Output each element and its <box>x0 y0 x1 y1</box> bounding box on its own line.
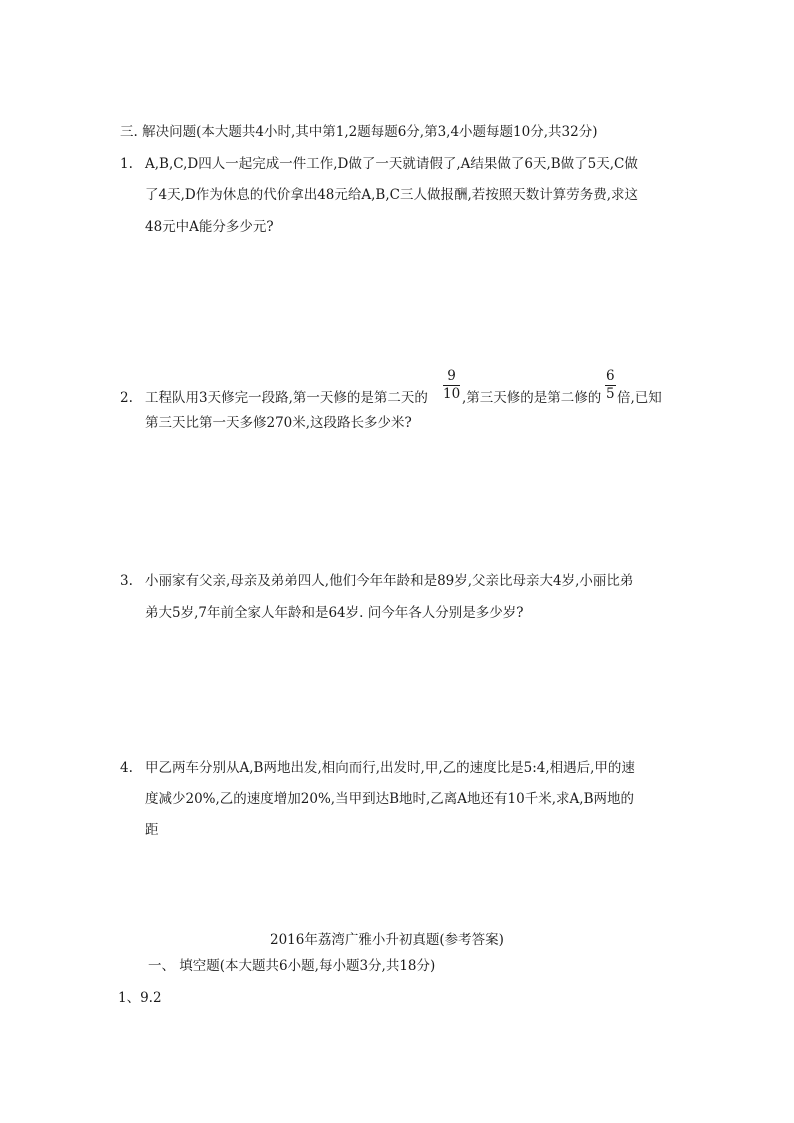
fraction-numerator: 9 <box>443 368 460 386</box>
fraction-denominator: 10 <box>443 386 461 402</box>
question-text-line: 距 <box>145 822 159 838</box>
question-number: 1. <box>120 156 133 172</box>
question-text-line: 倍,已知 <box>617 390 662 406</box>
question-text-line: 甲乙两车分别从A,B两地出发,相向而行,出发时,甲,乙的速度比是5:4,相遇后,甲的速 <box>145 760 635 776</box>
question-text-line: ,第三天修的是第二修的 <box>462 390 602 406</box>
question-text-line: A,B,C,D四人一起完成一件工作,D做了一天就请假了,A结果做了6天,B做了5天,C做 <box>145 156 638 172</box>
question-text-line: 第三天比第一天多修270米,这段路长多少米? <box>145 415 412 431</box>
question-text-line: 工程队用3天修完一段路,第一天修的是第二天的 <box>145 390 428 406</box>
question-text-line: 48元中A能分多少元? <box>145 219 274 235</box>
question-text-line: 弟大5岁,7年前全家人年龄和是64岁. 问今年各人分别是多少岁? <box>145 605 524 621</box>
question-text-line: 小丽家有父亲,母亲及弟弟四人,他们今年年龄和是89岁,父亲比母亲大4岁,小丽比弟 <box>145 573 634 589</box>
question-number: 2. <box>120 390 133 406</box>
fraction-nine-tenths <box>443 368 460 403</box>
fraction-denominator: 5 <box>606 386 615 402</box>
question-text-line: 了4天,D作为休息的代价拿出48元给A,B,C三人做报酬,若按照天数计算劳务费,求这 <box>145 187 639 203</box>
fraction-numerator: 6 <box>606 368 615 384</box>
section-heading: 三. 解决问题(本大题共4小时,其中第1,2题每题6分,第3,4小题每题10分,共32分) <box>120 124 598 140</box>
question-number: 4. <box>120 760 133 776</box>
answers-section-heading: 一、 填空题(本大题共6小题,每小题3分,共18分) <box>148 958 436 974</box>
question-number: 3. <box>120 573 133 589</box>
fraction-six-fifths <box>605 368 616 403</box>
question-text-line: 度减少20%,乙的速度增加20%,当甲到达B地时,乙离A地还有10千米,求A,B两地的 <box>145 791 634 807</box>
answer-item: 1、9.2 <box>118 990 162 1006</box>
answers-title: 2016年荔湾广雅小升初真题(参考答案) <box>270 932 504 948</box>
